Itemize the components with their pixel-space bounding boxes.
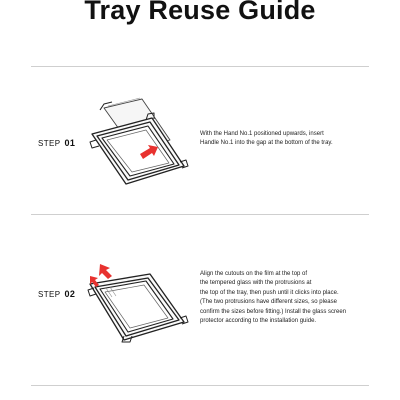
step-2-word: STEP [38,290,61,299]
divider [31,66,369,67]
phone-in-tray-with-handle-icon [82,96,194,188]
step-2-line: the top of the tray, then push until it clicks into place. [200,289,339,296]
divider [31,214,369,215]
step-2-number: 02 [64,289,76,299]
step-2-line: confirm the sizes before fitting.) Install the glass screen [200,308,347,315]
step-1-word: STEP [38,139,61,148]
step-2-line: protector according to the installation guide. [200,318,317,325]
step-2-line: (The two protrusions have different sizes, so please [200,299,337,306]
step-1-line: Handle No.1 into the gap at the bottom of the tray. [200,140,333,147]
page-title: Tray Reuse Guide [84,0,316,25]
glass-placement-on-tray-icon [80,262,192,346]
step-2-line: Align the cutouts on the film at the top of [200,271,308,277]
align-arrow-icon [99,264,112,279]
step-2-line: the tempered glass with the protrusions at [200,280,312,287]
step-1-number: 01 [64,138,76,148]
step-1-line: With the Hand No.1 positioned upwards, insert [200,131,324,137]
step-1-description [200,130,333,149]
step-2-label [38,289,75,299]
step-1-label [38,138,75,148]
divider [31,385,369,386]
step-2-description [200,270,346,326]
